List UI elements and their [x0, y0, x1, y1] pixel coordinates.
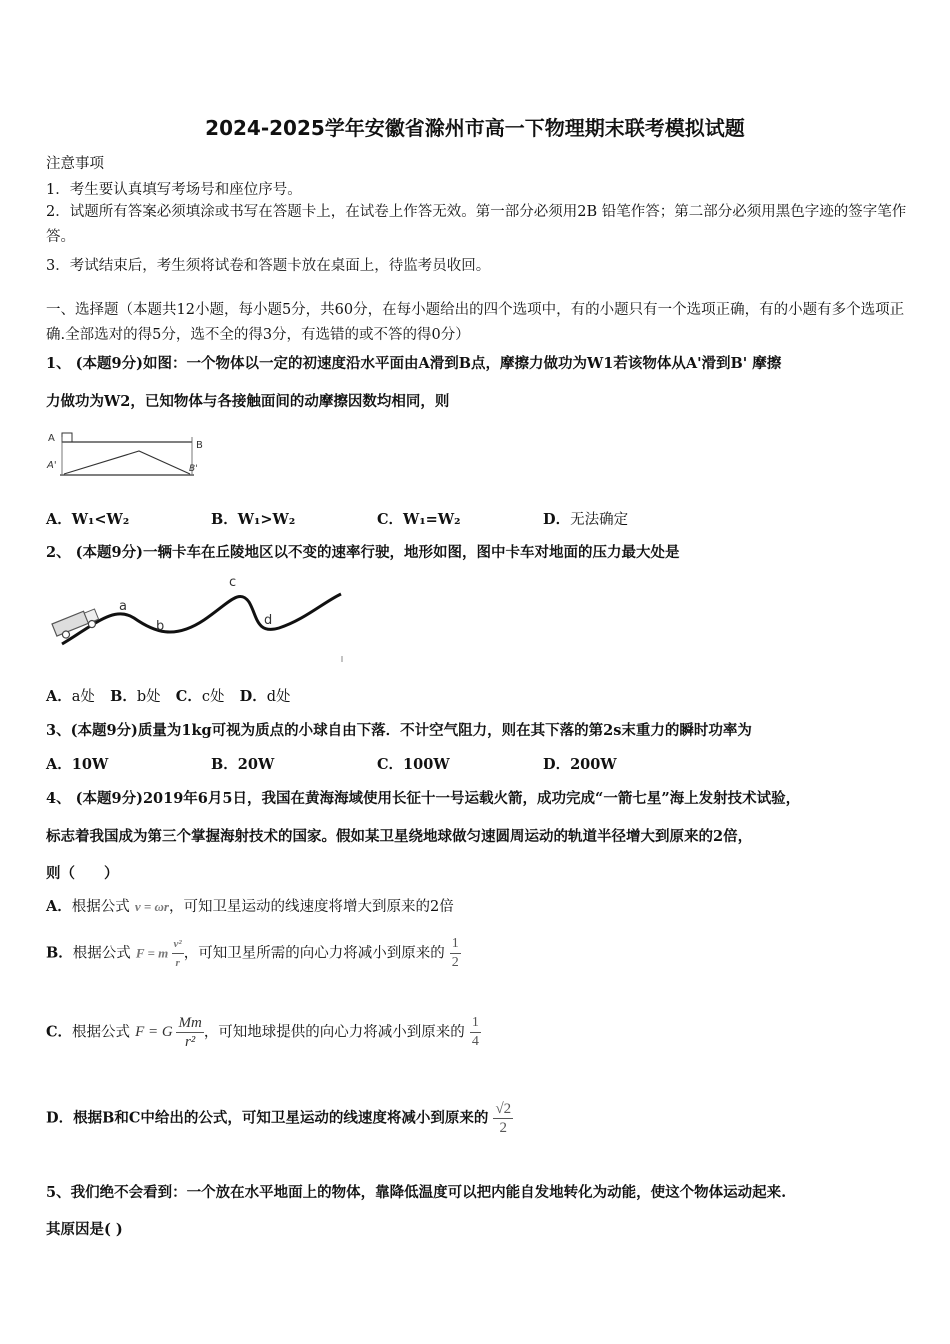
q1-option-c[interactable]: C．W₁=W₂: [377, 511, 461, 528]
q3-option-c[interactable]: C．100W: [377, 756, 450, 773]
q2-label-b: b: [156, 619, 165, 634]
notice-heading: 注意事项: [46, 156, 104, 172]
q2-option-a[interactable]: A．a处: [46, 688, 95, 705]
q1-label-a-prime: A': [47, 460, 57, 471]
q4-option-b[interactable]: B．根据公式 F = m $\frac{\text{v²}}{r}$ ，可知卫星所需的向心力将减小到原来的 $\frac{1}{2}$: [46, 936, 459, 970]
notice-item-3: 3．考试结束后，考生须将试卷和答题卡放在桌面上，待监考员收回。: [46, 258, 491, 274]
q4-fraction-c: $\frac{1}{4}$: [471, 1015, 479, 1049]
q4-formula-b: F = m $\frac{\text{v²}}{r}$: [136, 935, 184, 972]
q1-stem-line-2: 力做功为W2，已知物体与各接触面间的动摩擦因数均相同，则: [46, 393, 450, 410]
q4-stem-line-3: 则（ ）: [46, 865, 119, 882]
q3-option-a[interactable]: A．10W: [46, 756, 109, 773]
q1-stem-line-1: 1、 (本题9分)如图：一个物体以一定的初速度沿水平面由A滑到B点，摩擦力做功为W1若该物体从A'滑到B' 摩擦: [46, 355, 782, 372]
q4-formula-a: v = ωr: [134, 899, 169, 914]
q1-option-b[interactable]: B．W₁>W₂: [211, 511, 296, 528]
q1-label-b-prime: B': [189, 464, 198, 474]
q4-option-a[interactable]: A．根据公式 v = ωr，可知卫星运动的线速度将增大到原来的2倍: [46, 898, 454, 915]
q2-options: [46, 685, 291, 706]
q2-stem: 2、 (本题9分)一辆卡车在丘陵地区以不变的速率行驶，地形如图，图中卡车对地面的压力最大处是: [46, 544, 680, 561]
q4-option-c[interactable]: C．根据公式 F = G $\frac{Mm}{\text{r²}}$ ，可知地球提供的向心力将减小到原来的 $\frac{1}{4}$: [46, 1015, 479, 1050]
q5-stem-line-2: 其原因是( ): [46, 1221, 123, 1238]
q5-stem-line-1: 5、我们绝不会看到：一个放在水平地面上的物体，靠降低温度可以把内能自发地转化为动能，使这个物体运动起来.: [46, 1184, 787, 1201]
q4-fraction-d: $\frac{√2}{2}$: [495, 1101, 512, 1136]
page-title: 2024-2025学年安徽省滁州市高一下物理期末联考模拟试题: [205, 116, 745, 140]
notice-item-2: 2．试题所有答案必须填涂或书写在答题卡上，在试卷上作答无效。第一部分必须用2B 铅笔作答；第二部分必须用黑色字迹的签字笔作答。: [46, 204, 907, 245]
notice-item-1: 1．考生要认真填写考场号和座位序号。: [46, 182, 302, 198]
q1-option-a[interactable]: A．W₁<W₂: [46, 511, 130, 528]
q2-label-d: d: [264, 613, 273, 628]
q4-fraction-b: $\frac{1}{2}$: [451, 936, 459, 970]
q2-option-b[interactable]: B．b处: [110, 688, 161, 705]
q3-stem: 3、(本题9分)质量为1kg可视为质点的小球自由下落．不计空气阻力，则在其下落的第2s末重力的瞬时功率为: [46, 722, 752, 739]
section-1-heading: 一、选择题（本题共12小题，每小题5分，共60分，在每小题给出的四个选项中，有的小题只有一个选项正确，有的小题有多个选项正确.全部选对的得5分，选不全的得3分，有选错的或不答的得0分）: [46, 302, 905, 343]
q1-option-d[interactable]: D．无法确定: [543, 511, 629, 528]
q4-stem-line-1: 4、 (本题9分)2019年6月5日，我国在黄海海域使用长征十一号运载火箭，成功完成“一箭七星”海上发射技术试验，: [46, 790, 801, 807]
q3-option-b[interactable]: B．20W: [211, 756, 275, 773]
q3-option-d[interactable]: D．200W: [543, 756, 617, 773]
q2-option-d[interactable]: D．d处: [239, 688, 291, 705]
q4-stem-line-2: 标志着我国成为第三个掌握海射技术的国家。假如某卫星绕地球做匀速圆周运动的轨道半径增大到原来的2倍，: [46, 828, 753, 845]
q1-label-b: B: [196, 440, 203, 451]
q2-option-c[interactable]: C．c处: [175, 688, 225, 705]
q4-option-d[interactable]: D．根据B和C中给出的公式，可知卫星运动的线速度将减小到原来的 $\frac{√2}{2}$: [46, 1101, 512, 1136]
q1-label-a: A: [48, 433, 55, 444]
q2-figure: [44, 570, 354, 665]
q2-label-a: a: [119, 599, 127, 614]
q4-formula-c: F = G $\frac{Mm}{\text{r²}}$: [135, 1015, 202, 1050]
q2-label-c: c: [229, 575, 237, 590]
q1-figure: [44, 428, 214, 484]
